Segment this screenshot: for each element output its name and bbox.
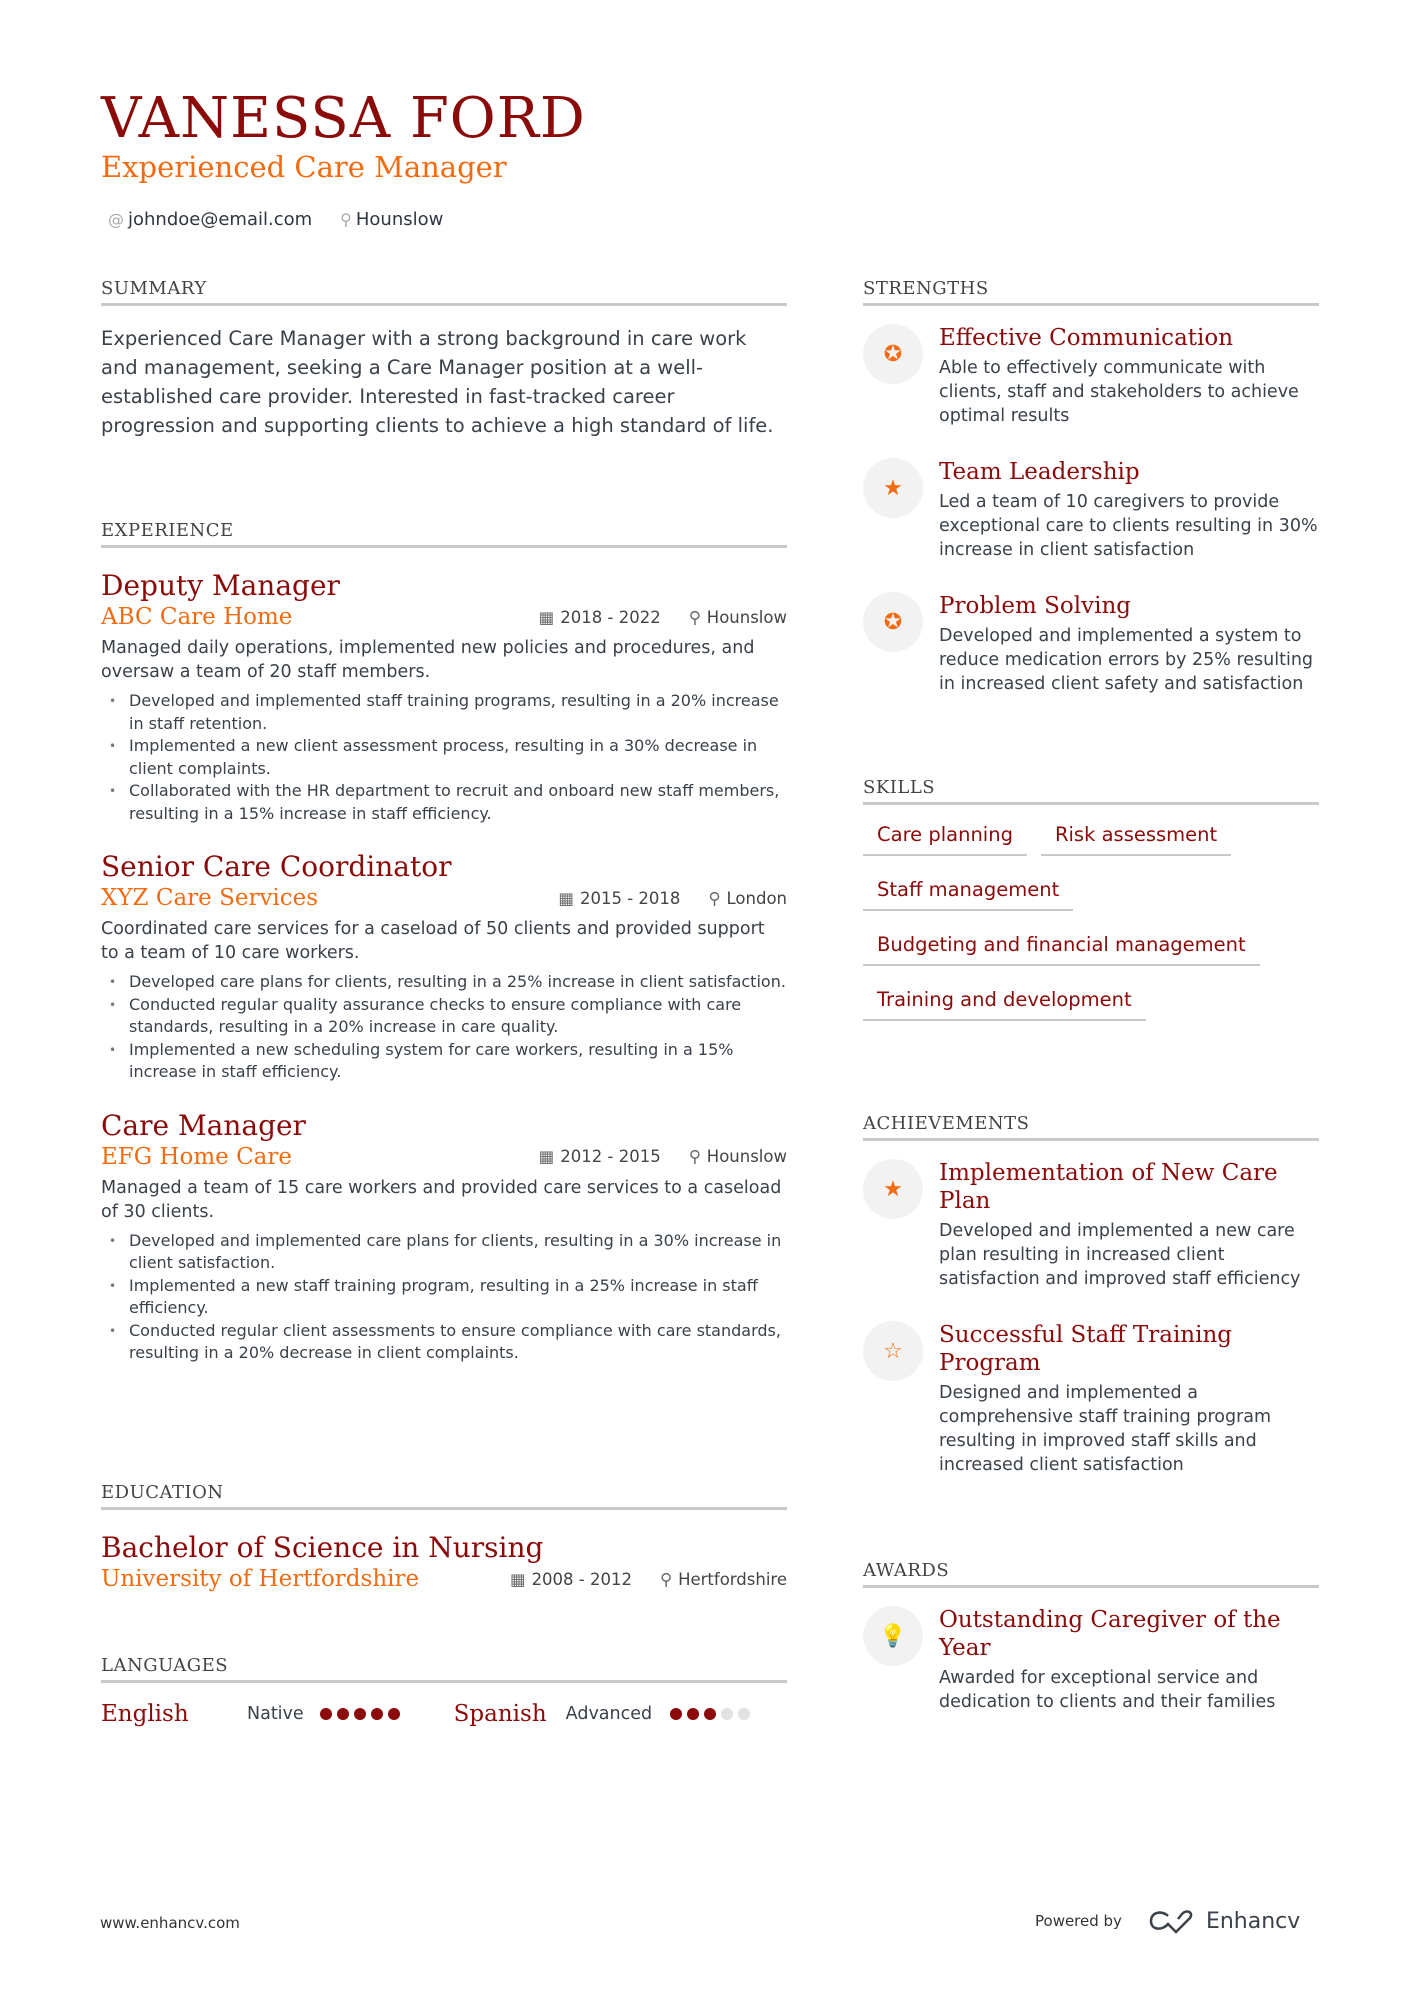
item-text: Designed and implemented a comprehensive staff training program resulting in improved staff skills and increased client satisfaction xyxy=(939,1383,1272,1475)
calendar-icon: ▦ xyxy=(558,888,574,908)
rating-dot xyxy=(687,1708,699,1720)
award-icon: ✪ xyxy=(863,324,923,384)
achievements-section xyxy=(863,1113,1319,1507)
job-entry xyxy=(101,847,787,1084)
section-heading: ACHIEVEMENTS xyxy=(863,1113,1319,1141)
company: XYZ Care Services xyxy=(101,885,319,911)
star-half-icon: ★ xyxy=(863,1159,923,1219)
item-text: Developed and implemented a new care plan resulting in increased client satisfaction and improved staff efficiency xyxy=(939,1221,1301,1289)
skill-tag: Staff management xyxy=(863,878,1073,911)
section-heading: AWARDS xyxy=(863,1560,1319,1588)
item-title: Problem Solving xyxy=(939,593,1131,619)
job-bullet: • Implemented a new scheduling system for care workers, resulting in a 15% increase in staff efficiency. xyxy=(101,1039,787,1084)
job-title: Senior Care Coordinator xyxy=(101,850,452,883)
item-title: Effective Communication xyxy=(939,325,1234,351)
contact-info xyxy=(108,209,443,230)
section-heading: LANGUAGES xyxy=(101,1655,787,1683)
location: ⚲ Hounslow xyxy=(688,1147,787,1166)
job-bullet: • Developed care plans for clients, resulting in a 25% increase in client satisfaction. xyxy=(101,971,787,994)
summary-section xyxy=(101,278,787,440)
awards-section xyxy=(863,1560,1319,1744)
section-heading: EDUCATION xyxy=(101,1482,787,1510)
language-level: Native xyxy=(247,1704,304,1724)
location: ⚲ London xyxy=(708,888,787,908)
dates: ▦ 2018 - 2022 xyxy=(538,607,661,627)
awards-item xyxy=(863,1606,1319,1714)
map-pin-icon: ⚲ xyxy=(660,1569,673,1589)
language-name: Spanish xyxy=(453,1701,547,1727)
achievements-item xyxy=(863,1321,1319,1477)
skill-tag: Care planning xyxy=(863,823,1027,856)
candidate-name: VANESSA FORD xyxy=(101,86,586,151)
language-level: Advanced xyxy=(565,1704,653,1724)
job-entry xyxy=(101,566,787,825)
job-description: Coordinated care services for a caseload of 50 clients and provided support to a team of 10 care workers. xyxy=(101,919,765,963)
at-icon: @ xyxy=(108,210,124,229)
job-bullet: • Implemented a new client assessment process, resulting in a 30% decrease in client complaints. xyxy=(101,735,787,780)
rating-dot xyxy=(738,1708,750,1720)
calendar-icon: ▦ xyxy=(538,607,555,627)
map-pin-icon: ⚲ xyxy=(688,607,701,627)
rating-dot xyxy=(320,1708,332,1720)
section-heading: STRENGTHS xyxy=(863,278,1319,306)
section-heading: SUMMARY xyxy=(101,278,787,306)
lightbulb-icon: 💡 xyxy=(863,1606,923,1666)
rating-dot xyxy=(337,1708,349,1720)
job-bullet: • Developed and implemented staff training programs, resulting in a 20% increase in staff retention. xyxy=(101,690,787,735)
calendar-icon: ▦ xyxy=(509,1569,526,1589)
item-title: Implementation of New Care Plan xyxy=(939,1160,1278,1214)
calendar-icon: ▦ xyxy=(538,1147,555,1166)
job-description: Managed daily operations, implemented new policies and procedures, and oversaw a team of 20 staff members. xyxy=(101,638,755,682)
job-title: Care Manager xyxy=(101,1108,306,1142)
item-text: Led a team of 10 caregivers to provide exceptional care to clients resulting in 30% increase in client satisfaction xyxy=(939,492,1318,560)
school: University of Hertfordshire xyxy=(101,1566,420,1592)
rating-dot xyxy=(704,1708,716,1720)
item-title: Successful Staff Training Program xyxy=(939,1322,1233,1376)
rating-dot xyxy=(354,1708,366,1720)
item-title: Team Leadership xyxy=(939,459,1140,485)
rating-dot xyxy=(721,1708,733,1720)
strengths-item xyxy=(863,592,1319,696)
map-pin-icon: ⚲ xyxy=(688,1147,701,1166)
strengths-item xyxy=(863,324,1319,428)
footer-url[interactable]: www.enhancv.com xyxy=(100,1914,240,1932)
company: EFG Home Care xyxy=(101,1143,292,1170)
achievements-item xyxy=(863,1159,1319,1291)
item-text: Able to effectively communicate with clients, staff and stakeholders to achieve optimal results xyxy=(939,358,1299,426)
languages-section xyxy=(101,1655,787,1727)
rating-dot xyxy=(371,1708,383,1720)
company: ABC Care Home xyxy=(101,604,293,630)
language-rating xyxy=(670,1708,750,1720)
map-pin-icon: ⚲ xyxy=(340,210,352,229)
skill-tag: Training and development xyxy=(863,988,1146,1021)
section-heading: EXPERIENCE xyxy=(101,520,787,548)
language-rating xyxy=(320,1708,400,1720)
enhancv-logo-icon xyxy=(1148,1908,1196,1934)
section-heading: SKILLS xyxy=(863,777,1319,805)
enhancv-logo: Enhancv xyxy=(1148,1908,1300,1934)
rating-dot xyxy=(670,1708,682,1720)
location-text: Hounslow xyxy=(355,209,444,230)
job-title: Deputy Manager xyxy=(101,569,340,602)
rating-dot xyxy=(388,1708,400,1720)
job-bullet: • Developed and implemented care plans for clients, resulting in a 30% increase in client satisfaction. xyxy=(101,1230,787,1275)
education-section xyxy=(101,1482,787,1592)
job-bullet: • Conducted regular client assessments to ensure compliance with care standards, resulting in a 20% decrease in client complaints. xyxy=(101,1320,787,1365)
strengths-item xyxy=(863,458,1319,562)
strengths-section xyxy=(863,278,1319,726)
candidate-title: Experienced Care Manager xyxy=(101,150,507,184)
location: ⚲ Hounslow xyxy=(688,607,787,627)
skill-tag: Risk assessment xyxy=(1041,823,1231,856)
star-outline-icon: ☆ xyxy=(863,1321,923,1381)
item-text: Developed and implemented a system to reduce medication errors by 25% resulting in increased client safety and satisfaction xyxy=(939,626,1314,694)
job-bullet: • Collaborated with the HR department to recruit and onboard new staff members, resulting in a 15% increase in staff efficiency. xyxy=(101,780,787,825)
powered-by-text: Powered by xyxy=(1035,1912,1122,1930)
star-half-icon: ★ xyxy=(863,458,923,518)
job-description: Managed a team of 15 care workers and provided care services to a caseload of 30 clients. xyxy=(101,1177,782,1222)
dates: ▦ 2008 - 2012 xyxy=(509,1569,632,1589)
job-bullet: • Conducted regular quality assurance checks to ensure compliance with care standards, resulting in a 20% increase in care quality. xyxy=(101,994,787,1039)
experience-section xyxy=(101,520,787,1387)
dates: ▦ 2012 - 2015 xyxy=(538,1147,661,1166)
location: ⚲ Hertfordshire xyxy=(660,1569,787,1589)
skills-section xyxy=(863,777,1319,1021)
powered-by xyxy=(1035,1908,1300,1934)
award-icon: ✪ xyxy=(863,592,923,652)
dates: ▦ 2015 - 2018 xyxy=(558,888,681,908)
email[interactable] xyxy=(108,209,312,230)
summary-text: Experienced Care Manager with a strong background in care work and management, seeking a Care Manager position at a well-established care provider. Interested in fast-tracked career progression and supporting clients to achieve a high standard of life. xyxy=(101,327,774,437)
email-text: johndoe@email.com xyxy=(128,209,313,230)
degree: Bachelor of Science in Nursing xyxy=(101,1531,544,1564)
skill-tag: Budgeting and financial management xyxy=(863,933,1260,966)
job-entry xyxy=(101,1106,787,1365)
map-pin-icon: ⚲ xyxy=(708,888,721,908)
location xyxy=(340,209,443,230)
item-text: Awarded for exceptional service and dedication to clients and their families xyxy=(939,1668,1276,1712)
language-name: English xyxy=(101,1701,189,1727)
job-bullet: • Implemented a new staff training program, resulting in a 25% increase in staff efficiency. xyxy=(101,1275,787,1320)
item-title: Outstanding Caregiver of the Year xyxy=(939,1607,1281,1661)
